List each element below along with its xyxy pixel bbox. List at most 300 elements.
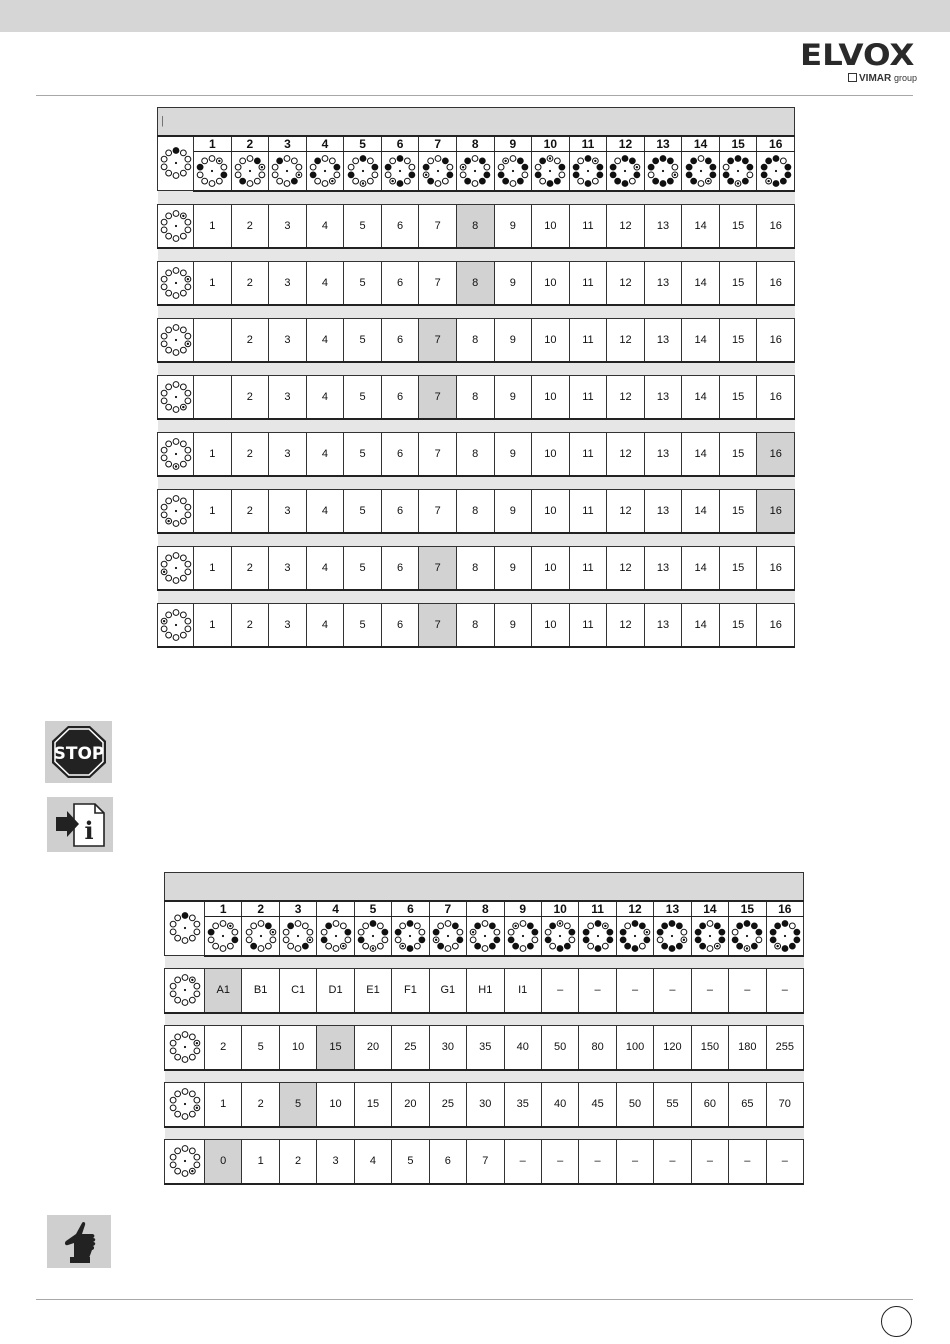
column-number: 12 — [607, 136, 645, 152]
column-number: 4 — [317, 901, 354, 917]
table-cell: 10 — [532, 547, 570, 590]
table-cell: 45 — [579, 1083, 616, 1127]
table-title: | — [158, 108, 795, 136]
column-number-row — [165, 901, 804, 917]
table-cell: 2 — [205, 1026, 242, 1070]
table-cell: 7 — [467, 1140, 504, 1184]
table-cell: F1 — [392, 969, 429, 1013]
table-cell: 40 — [541, 1083, 578, 1127]
table-cell: 7 — [419, 376, 457, 419]
column-dip-switch — [467, 917, 504, 956]
table-cell: 16 — [757, 604, 795, 647]
table-cell: – — [729, 1140, 766, 1184]
dip-switch-icon — [159, 323, 193, 357]
table-cell: 5 — [344, 547, 382, 590]
separator-cell — [158, 305, 795, 319]
table-cell: 12 — [607, 490, 645, 533]
dip-switch-icon — [768, 919, 802, 953]
table-cell: – — [616, 1140, 653, 1184]
column-dip-switch — [616, 917, 653, 956]
column-dip-switch — [579, 917, 616, 956]
table-cell: 4 — [306, 433, 344, 476]
dip-switch-table-2 — [164, 872, 804, 1185]
dip-switch-icon — [159, 209, 193, 243]
column-dip-switch — [504, 917, 541, 956]
table-cell: 5 — [344, 376, 382, 419]
stop-icon-box — [45, 721, 112, 783]
column-dip-switch — [654, 917, 691, 956]
dip-switch-icon — [356, 919, 390, 953]
column-dip-switch — [231, 152, 269, 191]
table-cell: 11 — [569, 376, 607, 419]
table-cell: 1 — [194, 262, 232, 305]
table-cell: 9 — [494, 376, 532, 419]
table-cell: 3 — [269, 376, 307, 419]
column-dip-switch — [306, 152, 344, 191]
table-cell: 4 — [306, 376, 344, 419]
table-cell: 9 — [494, 433, 532, 476]
note-icon-box — [47, 1215, 111, 1268]
row-dip-switch-icon — [158, 490, 194, 533]
row-dip-switch-icon — [158, 547, 194, 590]
table-cell: 14 — [682, 604, 720, 647]
table-cell: – — [541, 1140, 578, 1184]
row-dip-switch-icon — [158, 205, 194, 248]
table-cell: – — [616, 969, 653, 1013]
table-cell: 3 — [269, 319, 307, 362]
header-rule — [36, 95, 913, 96]
table-cell: 10 — [532, 319, 570, 362]
dip-switch-icon — [168, 1087, 202, 1121]
table-cell: 15 — [719, 433, 757, 476]
table-cell: 8 — [456, 205, 494, 248]
table-cell: 15 — [317, 1026, 354, 1070]
column-number: 9 — [504, 901, 541, 917]
table-cell: – — [504, 1140, 541, 1184]
table-cell: 2 — [231, 490, 269, 533]
page-number-circle — [881, 1306, 912, 1337]
dip-switch-icon — [168, 911, 202, 945]
dip-switch-icon — [571, 154, 605, 188]
dip-switch-icon — [655, 919, 689, 953]
table-row — [158, 205, 795, 248]
table-cell: 13 — [644, 262, 682, 305]
table-cell: 7 — [419, 490, 457, 533]
table-cell: 6 — [381, 319, 419, 362]
table-cell: 8 — [456, 433, 494, 476]
stop-label: STOP — [53, 744, 104, 764]
column-dip-switch — [194, 152, 232, 191]
table-cell: 16 — [757, 205, 795, 248]
group-name: VIMAR — [859, 73, 892, 84]
table-cell: 80 — [579, 1026, 616, 1070]
table-cell: 9 — [494, 604, 532, 647]
info-icon-box — [47, 797, 113, 852]
dip-switch-icon — [308, 154, 342, 188]
table-cell: 13 — [644, 547, 682, 590]
table-cell: 16 — [757, 319, 795, 362]
table-cell: 1 — [194, 547, 232, 590]
table-cell: 1 — [194, 604, 232, 647]
column-number: 3 — [279, 901, 316, 917]
separator-cell — [158, 590, 795, 604]
table-cell: 7 — [419, 433, 457, 476]
table-cell: 7 — [419, 262, 457, 305]
table-cell: 10 — [532, 376, 570, 419]
column-dip-switch — [757, 152, 795, 191]
table-cell: 14 — [682, 433, 720, 476]
table-cell: H1 — [467, 969, 504, 1013]
row-dip-switch-icon — [158, 376, 194, 419]
row-dip-switch-icon — [165, 1083, 205, 1127]
column-dip-switch — [766, 917, 803, 956]
table-cell: 9 — [494, 319, 532, 362]
column-number: 15 — [719, 136, 757, 152]
table-cell: 6 — [429, 1140, 466, 1184]
column-number: 2 — [242, 901, 279, 917]
column-number: 8 — [467, 901, 504, 917]
table-cell: 1 — [194, 433, 232, 476]
table-cell: – — [691, 1140, 728, 1184]
table-title-row — [158, 108, 795, 136]
row-dip-switch-icon — [165, 969, 205, 1013]
separator-cell — [158, 533, 795, 547]
row-dip-switch-icon — [158, 433, 194, 476]
separator-row — [158, 248, 795, 262]
table-cell: 16 — [757, 547, 795, 590]
column-dip-switch — [494, 152, 532, 191]
vimar-group-label — [848, 72, 917, 85]
brand-name: ELVOX — [800, 38, 915, 72]
table-cell: 2 — [279, 1140, 316, 1184]
table-row — [158, 376, 795, 419]
table-cell: – — [579, 969, 616, 1013]
dip-switch-icon — [458, 154, 492, 188]
column-number: 5 — [344, 136, 382, 152]
dip-switch-icon — [159, 494, 193, 528]
dip-switch-icon — [618, 919, 652, 953]
table-cell: 5 — [242, 1026, 279, 1070]
column-number: 7 — [429, 901, 466, 917]
table-cell: 3 — [269, 205, 307, 248]
table-cell: 5 — [344, 262, 382, 305]
dip-switch-icon — [543, 919, 577, 953]
dip-switch-icon — [684, 154, 718, 188]
table-cell: 12 — [607, 262, 645, 305]
column-dip-switch — [205, 917, 242, 956]
table-row — [165, 1026, 804, 1070]
column-dip-switch — [607, 152, 645, 191]
table-cell: E1 — [354, 969, 391, 1013]
separator-row — [158, 191, 795, 205]
pointing-hand-icon — [54, 1219, 104, 1265]
table-cell: 20 — [392, 1083, 429, 1127]
dip-switch-icon — [730, 919, 764, 953]
dip-switch-icon — [431, 919, 465, 953]
table-row — [158, 319, 795, 362]
table-cell: 10 — [532, 205, 570, 248]
table-cell: 4 — [354, 1140, 391, 1184]
table-cell: 20 — [354, 1026, 391, 1070]
column-dip-switch — [242, 917, 279, 956]
dip-switch-icon — [159, 266, 193, 300]
separator-cell — [165, 956, 804, 969]
table-cell: 1 — [205, 1083, 242, 1127]
footer-rule — [36, 1299, 913, 1300]
column-number: 3 — [269, 136, 307, 152]
table-cell: 14 — [682, 547, 720, 590]
table-cell: 70 — [766, 1083, 803, 1127]
table-cell: 12 — [607, 433, 645, 476]
row-dip-switch-icon — [158, 319, 194, 362]
table-cell: 2 — [231, 262, 269, 305]
separator-cell — [165, 1013, 804, 1026]
table-cell: – — [691, 969, 728, 1013]
info-document-icon — [50, 799, 110, 851]
table-cell: 4 — [306, 205, 344, 248]
table-cell: 13 — [644, 205, 682, 248]
column-number: 7 — [419, 136, 457, 152]
table-cell: 25 — [392, 1026, 429, 1070]
column-dip-switch — [644, 152, 682, 191]
table-cell: 15 — [354, 1083, 391, 1127]
column-dip-switch — [317, 917, 354, 956]
column-dip-switch — [344, 152, 382, 191]
column-dip-switch — [569, 152, 607, 191]
separator-row — [158, 419, 795, 433]
table-cell: 6 — [381, 376, 419, 419]
dip-switch-icon — [195, 154, 229, 188]
table-cell: 6 — [381, 262, 419, 305]
table-cell: 2 — [231, 433, 269, 476]
column-number: 13 — [644, 136, 682, 152]
table-cell: 9 — [494, 262, 532, 305]
column-dip-switch — [691, 917, 728, 956]
table-cell: 15 — [719, 604, 757, 647]
table-cell: 11 — [569, 490, 607, 533]
table-cell: 3 — [269, 547, 307, 590]
row-dip-switch-icon — [158, 262, 194, 305]
column-number: 16 — [766, 901, 803, 917]
row-dip-switch-icon — [165, 1026, 205, 1070]
table-cell: D1 — [317, 969, 354, 1013]
table-cell: 2 — [231, 376, 269, 419]
separator-row — [158, 362, 795, 376]
table-cell: 35 — [504, 1083, 541, 1127]
separator-cell — [158, 362, 795, 376]
column-number: 10 — [532, 136, 570, 152]
table-cell: 3 — [317, 1140, 354, 1184]
table-cell: 11 — [569, 319, 607, 362]
table-cell: – — [766, 1140, 803, 1184]
table-cell: 9 — [494, 547, 532, 590]
table-cell: 15 — [719, 376, 757, 419]
table-cell: I1 — [504, 969, 541, 1013]
table-cell: 5 — [344, 433, 382, 476]
table-cell: 15 — [719, 205, 757, 248]
table-title — [165, 873, 804, 901]
dip-switch-icon — [319, 919, 353, 953]
table-cell: 8 — [456, 490, 494, 533]
dip-switch-icon — [496, 154, 530, 188]
table-cell: 8 — [456, 319, 494, 362]
table-cell: 15 — [719, 490, 757, 533]
dip-switch-icon — [421, 154, 455, 188]
table-cell: 50 — [541, 1026, 578, 1070]
column-dip-switch — [429, 917, 466, 956]
table-cell: 5 — [344, 205, 382, 248]
table-cell: 10 — [532, 433, 570, 476]
table-cell: 3 — [269, 604, 307, 647]
table-cell: 4 — [306, 262, 344, 305]
column-dip-switch — [456, 152, 494, 191]
table-cell: 16 — [757, 262, 795, 305]
separator-row — [158, 590, 795, 604]
table-cell: 3 — [269, 433, 307, 476]
dip-switch-icon — [506, 919, 540, 953]
column-dip-switch — [729, 917, 766, 956]
table-cell: 13 — [644, 490, 682, 533]
dip-switch-icon — [159, 380, 193, 414]
table-cell: 6 — [381, 490, 419, 533]
table-cell: 14 — [682, 319, 720, 362]
dip-switch-icon — [168, 1144, 202, 1178]
table-cell: 5 — [344, 319, 382, 362]
table-cell: 4 — [306, 319, 344, 362]
table-cell: 5 — [279, 1083, 316, 1127]
table-cell: 60 — [691, 1083, 728, 1127]
table-cell: 1 — [194, 490, 232, 533]
dip-switch-icon — [244, 919, 278, 953]
dip-switch-icon — [159, 437, 193, 471]
table-cell: 10 — [532, 604, 570, 647]
table-cell: 5 — [392, 1140, 429, 1184]
dip-switch-icon — [159, 551, 193, 585]
table-cell: 30 — [467, 1083, 504, 1127]
dip-switch-icon — [759, 154, 793, 188]
table-cell: 65 — [729, 1083, 766, 1127]
table-cell: 12 — [607, 547, 645, 590]
column-dip-row — [165, 917, 804, 956]
table-cell: 1 — [242, 1140, 279, 1184]
table-cell: B1 — [242, 969, 279, 1013]
column-number: 11 — [569, 136, 607, 152]
separator-row — [165, 1013, 804, 1026]
column-number: 14 — [691, 901, 728, 917]
column-number: 4 — [306, 136, 344, 152]
separator-row — [158, 305, 795, 319]
table-cell: 7 — [419, 547, 457, 590]
table-cell: 50 — [616, 1083, 653, 1127]
dip-switch-icon — [393, 919, 427, 953]
table-cell: 10 — [532, 490, 570, 533]
column-number: 13 — [654, 901, 691, 917]
dip-switch-icon — [206, 919, 240, 953]
separator-row — [165, 1127, 804, 1140]
table-cell: 8 — [456, 547, 494, 590]
column-number: 1 — [205, 901, 242, 917]
separator-row — [165, 956, 804, 969]
column-dip-switch — [419, 152, 457, 191]
separator-cell — [165, 1070, 804, 1083]
separator-row — [158, 533, 795, 547]
dip-switch-icon — [168, 973, 202, 1007]
table-row — [158, 547, 795, 590]
column-dip-switch — [532, 152, 570, 191]
separator-cell — [158, 476, 795, 490]
column-number: 11 — [579, 901, 616, 917]
table-cell: 2 — [242, 1083, 279, 1127]
column-number: 16 — [757, 136, 795, 152]
table-cell: 16 — [757, 433, 795, 476]
table-cell: 14 — [682, 376, 720, 419]
table-cell: 40 — [504, 1026, 541, 1070]
table-cell: 255 — [766, 1026, 803, 1070]
top-bar — [0, 0, 950, 32]
column-number: 9 — [494, 136, 532, 152]
table-cell: 8 — [456, 262, 494, 305]
table-row — [165, 1083, 804, 1127]
table-cell: 5 — [344, 490, 382, 533]
column-number: 10 — [541, 901, 578, 917]
table-cell: 11 — [569, 433, 607, 476]
table-cell: 7 — [419, 319, 457, 362]
table-cell: 1 — [194, 205, 232, 248]
table-cell: 10 — [317, 1083, 354, 1127]
table-cell: – — [654, 969, 691, 1013]
table-row — [158, 490, 795, 533]
column-dip-row — [158, 152, 795, 191]
dip-switch-icon — [159, 608, 193, 642]
column-number: 8 — [456, 136, 494, 152]
dip-switch-icon — [646, 154, 680, 188]
column-number: 1 — [194, 136, 232, 152]
dip-switch-icon — [383, 154, 417, 188]
table-cell: 16 — [757, 376, 795, 419]
table-cell: 13 — [644, 604, 682, 647]
table-cell: 30 — [429, 1026, 466, 1070]
dip-switch-icon — [721, 154, 755, 188]
table-cell: 12 — [607, 376, 645, 419]
table-cell: – — [579, 1140, 616, 1184]
table-cell: – — [729, 969, 766, 1013]
table-cell: 55 — [654, 1083, 691, 1127]
dip-switch-icon — [233, 154, 267, 188]
table-cell: – — [766, 969, 803, 1013]
row-dip-switch-icon — [158, 604, 194, 647]
table-row — [158, 262, 795, 305]
dip-switch-icon — [468, 919, 502, 953]
table-row — [165, 1140, 804, 1184]
separator-cell — [158, 419, 795, 433]
table-cell: C1 — [279, 969, 316, 1013]
column-dip-switch — [381, 152, 419, 191]
table-row — [158, 604, 795, 647]
table-cell: 15 — [719, 319, 757, 362]
separator-row — [158, 476, 795, 490]
dip-switch-table-1 — [157, 107, 795, 648]
header-corner-icon — [158, 136, 194, 191]
table-cell: 10 — [279, 1026, 316, 1070]
table-cell: 4 — [306, 604, 344, 647]
column-dip-switch — [541, 917, 578, 956]
separator-cell — [165, 1127, 804, 1140]
dip-switch-icon — [533, 154, 567, 188]
table-cell: 5 — [344, 604, 382, 647]
table-cell: 100 — [616, 1026, 653, 1070]
dip-switch-icon — [270, 154, 304, 188]
table-cell: 11 — [569, 262, 607, 305]
